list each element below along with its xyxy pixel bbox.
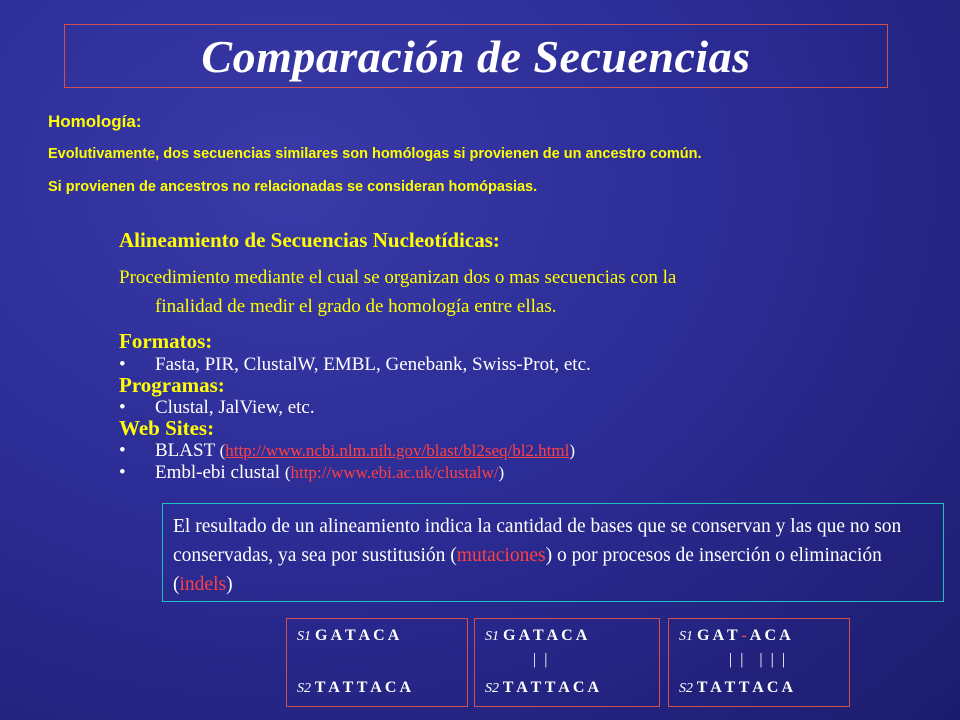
homology-line-2: Si provienen de ancestros no relacionadas se consideran homópasias.	[48, 179, 538, 195]
paren-open: (	[284, 463, 291, 482]
seq-2-s2	[485, 679, 599, 697]
s1-seq-part-b: A C A	[749, 627, 791, 644]
embl-item	[119, 462, 504, 484]
embl-label: Embl-ebi clustal	[155, 462, 281, 483]
programs-heading: Programas:	[119, 373, 225, 397]
gap-dash: -	[741, 627, 747, 644]
paren-close: )	[498, 463, 505, 482]
s2-label: S2	[297, 681, 311, 696]
s2-seq: T A T T A C A	[696, 679, 794, 696]
result-text-3: )	[226, 574, 233, 595]
slide-title: Comparación de Secuencias	[201, 30, 751, 82]
alignment-desc-line-1: Procedimiento mediante el cual se organizan dos o mas secuencias con la	[119, 267, 677, 288]
s1-seq: G A T A C A	[503, 627, 588, 644]
s2-label: S2	[679, 681, 693, 696]
blast-link[interactable]: http://www.ncbi.nlm.nih.gov/blast/bl2seq/bl2.html	[225, 441, 570, 460]
homology-heading: Homología:	[48, 112, 142, 131]
result-box	[162, 503, 944, 602]
s1-seq-part-a: G A T	[697, 627, 738, 644]
embl-link[interactable]: http://www.ebi.ac.uk/clustalw/	[290, 463, 499, 482]
s2-label: S2	[485, 681, 499, 696]
s2-seq: T A T T A C A	[314, 679, 412, 696]
title-box	[64, 24, 888, 88]
match-bars: | |	[533, 651, 548, 668]
bullet: •	[119, 440, 126, 461]
alignment-desc-line-2: finalidad de medir el grado de homología entre ellas.	[155, 296, 557, 317]
bullet: •	[119, 397, 126, 418]
result-text-2: ) o por procesos de inserción o eliminación (	[173, 545, 882, 595]
seq-3-s1	[679, 627, 791, 645]
programs-item-text: Clustal, JalView, etc.	[155, 397, 315, 418]
seq-1-s1	[297, 627, 399, 645]
indels-term: indels	[179, 574, 227, 595]
result-text-1: El resultado de un alineamiento indica la cantidad de bases que se conservan y las que no son conservadas, ya sea por sustitusión (	[173, 516, 902, 566]
alignment-heading: Alineamiento de Secuencias Nucleotídicas:	[119, 228, 500, 252]
s1-label: S1	[679, 629, 693, 644]
formats-item-text: Fasta, PIR, ClustalW, EMBL, Genebank, Swiss-Prot, etc.	[155, 354, 591, 375]
bullet: •	[119, 462, 126, 483]
blast-label: BLAST	[155, 440, 215, 461]
paren-close: )	[569, 441, 576, 460]
mutations-term: mutaciones	[456, 545, 546, 566]
sequence-box-3	[668, 618, 850, 707]
s1-label: S1	[297, 629, 311, 644]
seq-2-s1	[485, 627, 587, 645]
seq-1-s2	[297, 679, 411, 697]
formats-heading: Formatos:	[119, 329, 213, 353]
s1-seq: G A T A C A	[315, 627, 400, 644]
sequence-box-2	[474, 618, 660, 707]
paren-open: (	[219, 441, 226, 460]
s2-seq: T A T T A C A	[502, 679, 600, 696]
alignment-description	[119, 263, 859, 321]
blast-item	[119, 440, 575, 462]
s1-label: S1	[485, 629, 499, 644]
bullet: •	[119, 354, 126, 375]
seq-3-s2	[679, 679, 793, 697]
websites-heading: Web Sites:	[119, 416, 215, 440]
sequence-box-1	[286, 618, 468, 707]
match-bars: | | | | |	[729, 651, 786, 668]
homology-line-1: Evolutivamente, dos secuencias similares son homólogas si provienen de un ancestro común.	[48, 146, 702, 162]
